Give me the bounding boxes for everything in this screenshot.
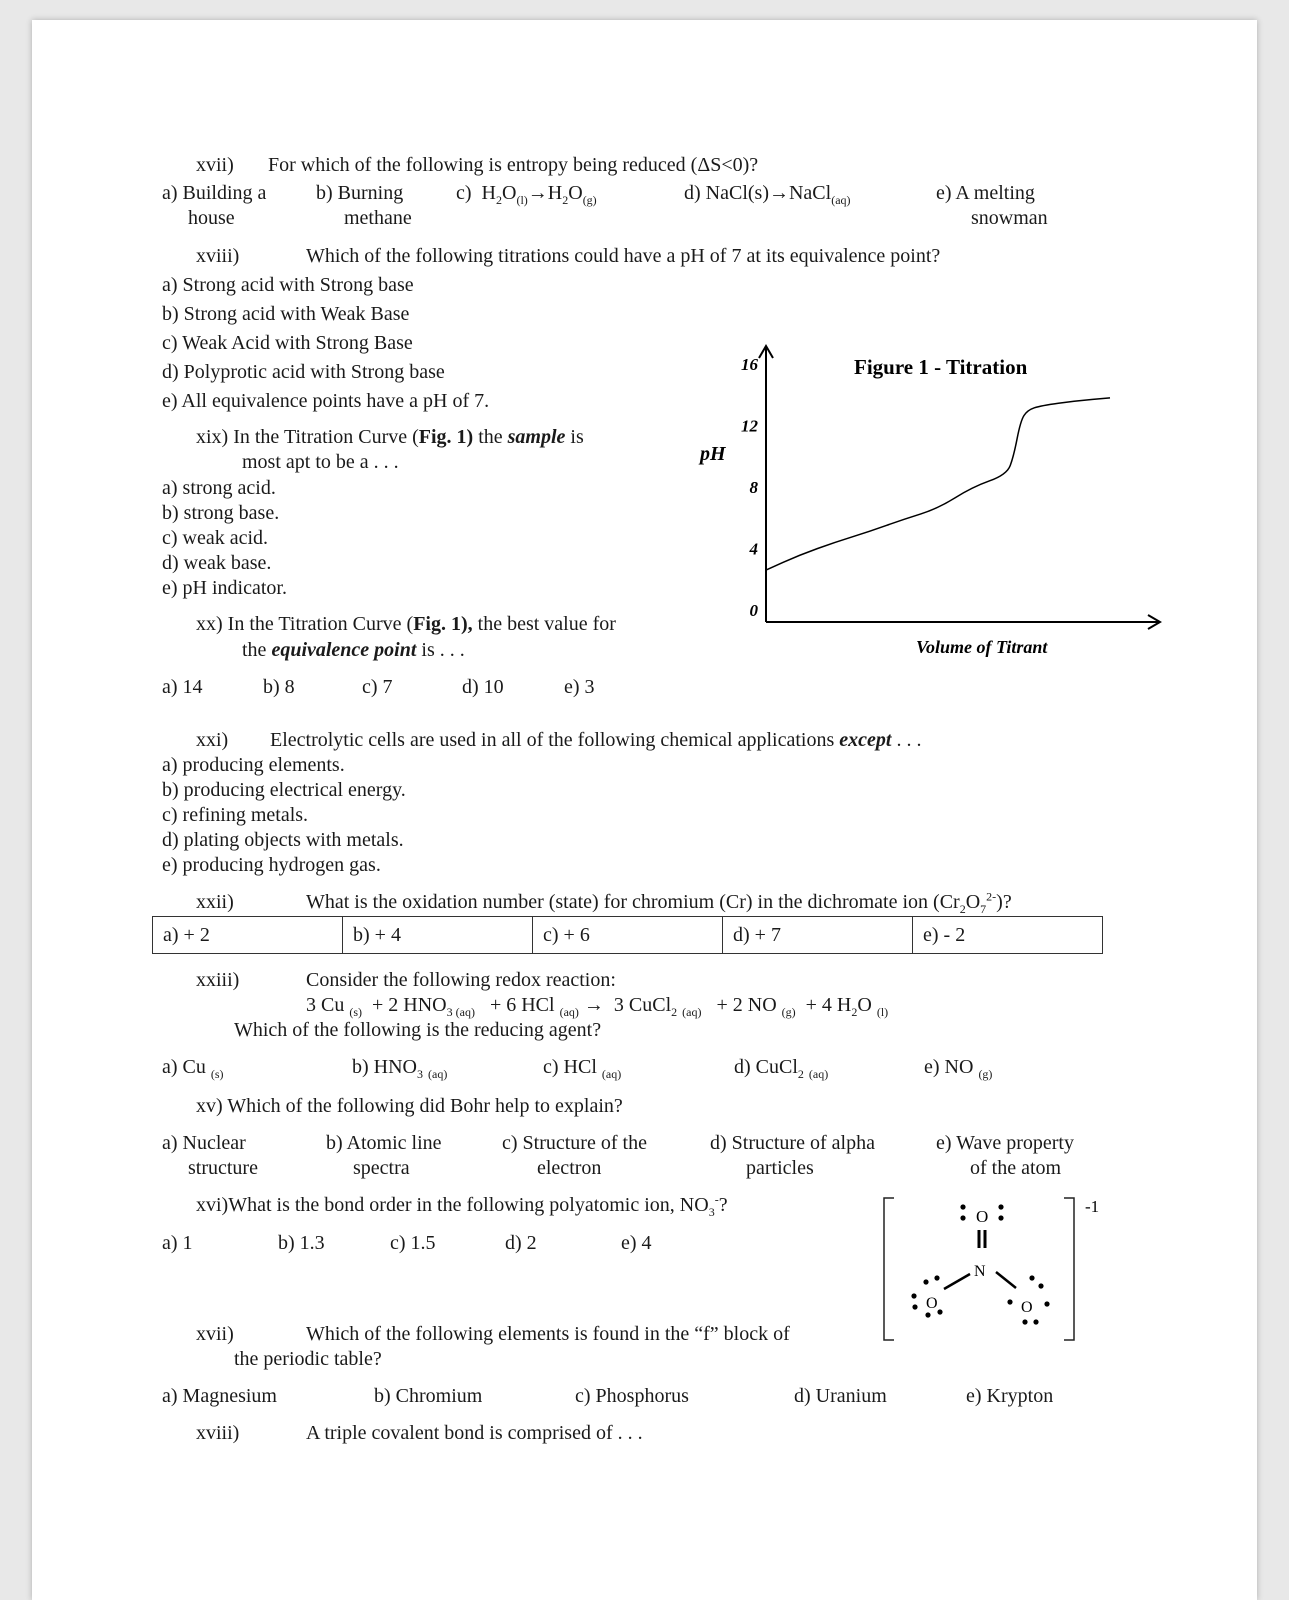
- q21-option-c: c) refining metals.: [162, 804, 309, 826]
- q22-options-table: [152, 916, 1103, 954]
- q18-option-b: b) Strong acid with Weak Base: [162, 303, 410, 325]
- q18-number: xviii): [196, 245, 240, 267]
- q18-stem: Which of the following titrations could have a pH of 7 at its equivalence point?: [306, 245, 941, 267]
- q20-option-a: a) 14: [162, 676, 203, 698]
- right-bracket: [1064, 1198, 1074, 1340]
- q18-option-d: d) Polyprotic acid with Strong base: [162, 361, 445, 383]
- q21-option-d: d) plating objects with metals.: [162, 829, 404, 851]
- q15-option-b-cont: spectra: [353, 1157, 410, 1179]
- q15-option-e-cont: of the atom: [970, 1157, 1062, 1179]
- q17b-stem: Which of the following elements is found in the “f” block of: [306, 1323, 790, 1345]
- q17-option-c: c) $H_2O_{(l)}\to H_2O_{(g)}$: [456, 182, 597, 207]
- single-bond-left: [944, 1274, 970, 1289]
- x-axis-label: Volume of Titrant: [916, 637, 1048, 657]
- y-tick-label: 16: [741, 355, 758, 374]
- q23-option-b: b) $HNO_3$ $_{(aq)}$: [352, 1056, 448, 1081]
- q22-option-d: d) + 7: [723, 917, 913, 953]
- q15-option-d: d) Structure of alpha: [710, 1132, 875, 1154]
- q18-option-c: c) Weak Acid with Strong Base: [162, 332, 413, 354]
- q21-option-e: e) producing hydrogen gas.: [162, 854, 381, 876]
- q20-option-e: e) 3: [564, 676, 595, 698]
- q15-option-e: e) Wave property: [936, 1132, 1074, 1154]
- atom-n: N: [974, 1263, 986, 1280]
- q17b-option-b: b) Chromium: [374, 1385, 483, 1407]
- q19-option-a: a) strong acid.: [162, 477, 276, 499]
- titration-curve: [766, 398, 1110, 570]
- q18-option-e: e) All equivalence points have a pH of 7.: [162, 390, 490, 412]
- q19-option-c: c) weak acid.: [162, 527, 269, 549]
- q23-stem: Consider the following redox reaction:: [306, 969, 616, 991]
- q23-option-a: a) Cu $_{(s)}$: [162, 1056, 224, 1081]
- q18-option-a: a) Strong acid with Strong base: [162, 274, 414, 296]
- q17-option-b: b) Burning: [316, 182, 404, 204]
- q22-option-b: b) + 4: [343, 917, 533, 953]
- q15-stem: xv) Which of the following did Bohr help to explain?: [196, 1095, 623, 1117]
- q17-option-a-cont: house: [188, 207, 235, 229]
- q22-option-c: c) + 6: [533, 917, 723, 953]
- q16-option-d: d) 2: [505, 1232, 537, 1254]
- q17-option-e: e) A melting: [936, 182, 1035, 204]
- q23-option-e: e) NO $_{(g)}$: [924, 1056, 993, 1081]
- q21-number: xxi): [196, 729, 229, 751]
- y-axis-label: pH: [700, 443, 726, 465]
- q22-option-e: e) - 2: [923, 924, 966, 946]
- q22-number: xxii): [196, 891, 234, 913]
- ion-charge: -1: [1085, 1197, 1100, 1216]
- q18b-number: xviii): [196, 1422, 240, 1444]
- q19-option-b: b) strong base.: [162, 502, 280, 524]
- q19-stem-cont: most apt to be a . . .: [242, 451, 399, 473]
- q23-reaction: 3 Cu $_{(s)}$ + 2 $HNO_3$ $_{(aq)}$ + 6 HCl $_{(aq)}$ → 3 CuCl$_2$ $_{(aq)}$ + 2 NO $_{(g)}$ + 4 $H_2O$ $_{(l)}$: [306, 994, 889, 1019]
- y-tick-label: 4: [749, 539, 758, 559]
- q20-option-b: b) 8: [263, 676, 295, 698]
- q16-option-a: a) 1: [162, 1232, 193, 1254]
- atom-o-right: O: [1021, 1299, 1033, 1316]
- q21-option-a: a) producing elements.: [162, 754, 345, 776]
- q17b-option-a: a) Magnesium: [162, 1385, 277, 1407]
- q22-option-a: a) + 2: [153, 917, 343, 953]
- y-tick-label: 12: [741, 416, 758, 436]
- q21-option-b: b) producing electrical energy.: [162, 779, 406, 801]
- q23-question: Which of the following is the reducing agent?: [234, 1019, 602, 1041]
- q17b-option-d: d) Uranium: [794, 1385, 887, 1407]
- q17-option-e-cont: snowman: [971, 207, 1048, 229]
- q16-option-c: c) 1.5: [390, 1232, 436, 1254]
- q22-stem: What is the oxidation number (state) for chromium (Cr) in the dichromate ion $(Cr_2O_7^{2-})$?: [306, 889, 1012, 916]
- q16-option-b: b) 1.3: [278, 1232, 325, 1254]
- q16-stem: xvi)What is the bond order in the following polyatomic ion, $NO_3^-$?: [196, 1192, 728, 1219]
- y-tick-label: 8: [749, 478, 758, 497]
- atom-o-top: O: [976, 1207, 989, 1226]
- q18b-stem: A triple covalent bond is comprised of . . .: [306, 1422, 643, 1444]
- q15-option-c: c) Structure of the: [502, 1132, 647, 1154]
- q19-stem: xix) In the Titration Curve (Fig. 1) the sample is: [196, 426, 584, 448]
- q17b-number: xvii): [196, 1323, 234, 1345]
- q15-option-b: b) Atomic line: [326, 1132, 442, 1154]
- q21-stem: Electrolytic cells are used in all of the following chemical applications except . . .: [270, 729, 922, 751]
- q16-option-e: e) 4: [621, 1232, 652, 1254]
- q20-stem-cont: the equivalence point is . . .: [242, 639, 465, 661]
- q15-option-a-cont: structure: [188, 1157, 258, 1179]
- q17-stem: For which of the following is entropy being reduced (ΔS<0)?: [268, 154, 759, 176]
- q17-option-a: a) Building a: [162, 182, 267, 204]
- q17-option-d: d) NaCl(s)→NaCl$_{(aq)}$: [684, 182, 851, 207]
- q23-option-d: d) CuCl$_2$ $_{(aq)}$: [734, 1056, 829, 1081]
- q17b-stem-cont: the periodic table?: [234, 1348, 382, 1370]
- left-bracket: [884, 1198, 894, 1340]
- single-bond-right: [996, 1272, 1016, 1288]
- q15-option-d-cont: particles: [746, 1157, 814, 1179]
- q17b-option-e: e) Krypton: [966, 1385, 1054, 1407]
- q17-number: xvii): [196, 154, 234, 176]
- q19-option-e: e) pH indicator.: [162, 577, 287, 599]
- atom-o-left: O: [926, 1295, 938, 1312]
- q20-option-c: c) 7: [362, 676, 393, 698]
- nitrate-lewis-structure: [880, 1190, 1120, 1350]
- chart-title: Figure 1 - Titration: [854, 355, 1028, 379]
- q17-option-b-cont: methane: [344, 207, 412, 229]
- q23-option-c: c) HCl $_{(aq)}$: [543, 1056, 622, 1081]
- q17b-option-c: c) Phosphorus: [575, 1385, 689, 1407]
- titration-chart: [690, 340, 1170, 660]
- y-tick-label: 0: [749, 601, 758, 620]
- q15-option-a: a) Nuclear: [162, 1132, 246, 1154]
- q20-option-d: d) 10: [462, 676, 504, 698]
- q20-stem: xx) In the Titration Curve (Fig. 1), the best value for: [196, 613, 616, 635]
- q19-option-d: d) weak base.: [162, 552, 272, 574]
- q23-number: xxiii): [196, 969, 240, 991]
- q15-option-c-cont: electron: [537, 1157, 602, 1179]
